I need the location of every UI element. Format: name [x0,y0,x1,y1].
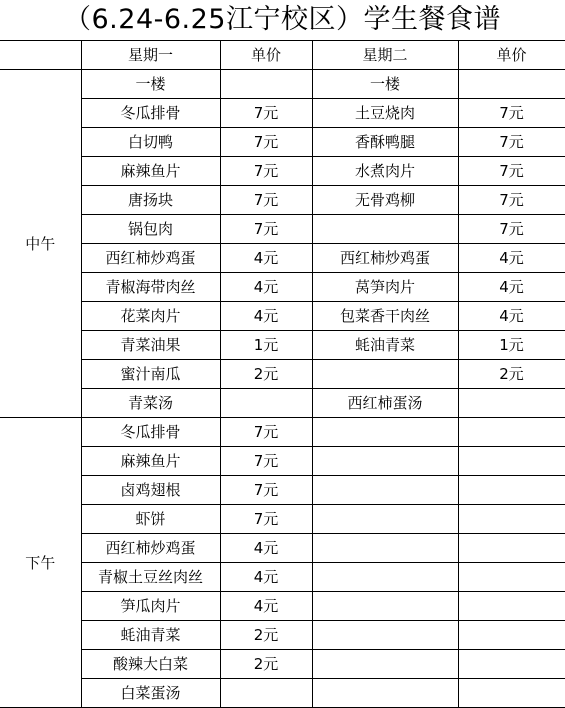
day2-price-cell: 2元 [458,360,565,389]
day2-price-cell [458,389,565,418]
day2-price-cell [458,476,565,505]
day2-dish-cell: 包菜香干肉丝 [312,302,458,331]
afternoon-row [0,621,565,650]
day1-price-cell: 2元 [220,621,312,650]
lunch-row [0,302,565,331]
day1-price-cell: 4元 [220,534,312,563]
day2-price-cell: 7元 [458,99,565,128]
day2-price-cell [458,447,565,476]
day2-price-cell: 7元 [458,215,565,244]
day1-price-cell: 7元 [220,447,312,476]
day1-price-cell: 7元 [220,418,312,447]
day2-dish-cell [312,360,458,389]
day1-dish-cell: 唐扬块 [81,186,220,215]
menu-body [0,41,565,708]
header-price2: 单价 [458,41,565,70]
day2-dish-cell: 蚝油青菜 [312,331,458,360]
day2-price-cell: 7元 [458,157,565,186]
afternoon-row [0,418,565,447]
day1-dish-cell: 冬瓜排骨 [81,99,220,128]
day1-price-cell [220,70,312,99]
day1-dish-cell: 蚝油青菜 [81,621,220,650]
day2-price-cell [458,563,565,592]
afternoon-row [0,592,565,621]
header-day1: 星期一 [81,41,220,70]
day1-price-cell: 4元 [220,592,312,621]
day1-dish-cell: 一楼 [81,70,220,99]
header-corner [0,41,81,70]
afternoon-row [0,650,565,679]
day1-price-cell: 2元 [220,360,312,389]
day2-dish-cell [312,563,458,592]
day1-dish-cell: 麻辣鱼片 [81,447,220,476]
day1-dish-cell: 白菜蛋汤 [81,679,220,708]
lunch-row [0,360,565,389]
day2-price-cell [458,679,565,708]
day2-price-cell: 4元 [458,244,565,273]
afternoon-period-label: 下午 [0,418,81,708]
day2-dish-cell: 土豆烧肉 [312,99,458,128]
lunch-row [0,331,565,360]
page-title: （6.24-6.25江宁校区）学生餐食谱 [64,4,501,35]
lunch-row [0,389,565,418]
day2-dish-cell: 水煮肉片 [312,157,458,186]
day1-price-cell [220,389,312,418]
lunch-row [0,215,565,244]
lunch-row [0,128,565,157]
day2-dish-cell [312,621,458,650]
lunch-row [0,70,565,99]
day1-dish-cell: 麻辣鱼片 [81,157,220,186]
day1-dish-cell: 西红柿炒鸡蛋 [81,244,220,273]
day2-dish-cell [312,534,458,563]
day1-price-cell: 4元 [220,244,312,273]
day1-dish-cell: 蜜汁南瓜 [81,360,220,389]
day2-price-cell [458,70,565,99]
day1-price-cell: 7元 [220,505,312,534]
lunch-period-label: 中午 [0,70,81,418]
day2-dish-cell [312,476,458,505]
day1-price-cell: 7元 [220,476,312,505]
day1-dish-cell: 冬瓜排骨 [81,418,220,447]
day1-dish-cell: 青菜油果 [81,331,220,360]
lunch-row [0,186,565,215]
day1-price-cell: 7元 [220,128,312,157]
day1-price-cell: 4元 [220,563,312,592]
day2-dish-cell [312,418,458,447]
day2-dish-cell: 香酥鸭腿 [312,128,458,157]
day1-price-cell: 7元 [220,215,312,244]
afternoon-row [0,476,565,505]
day2-price-cell [458,418,565,447]
day1-dish-cell: 花菜肉片 [81,302,220,331]
day2-dish-cell: 西红柿蛋汤 [312,389,458,418]
afternoon-row [0,534,565,563]
afternoon-row [0,447,565,476]
day1-dish-cell: 酸辣大白菜 [81,650,220,679]
day1-dish-cell: 青椒土豆丝肉丝 [81,563,220,592]
day1-dish-cell: 卤鸡翅根 [81,476,220,505]
day2-dish-cell [312,592,458,621]
day2-dish-cell: 莴笋肉片 [312,273,458,302]
day1-dish-cell: 虾饼 [81,505,220,534]
lunch-row [0,244,565,273]
header-day2: 星期二 [312,41,458,70]
day2-price-cell: 7元 [458,128,565,157]
lunch-row [0,99,565,128]
day2-price-cell: 4元 [458,273,565,302]
day1-dish-cell: 西红柿炒鸡蛋 [81,534,220,563]
day2-dish-cell [312,505,458,534]
day1-price-cell: 4元 [220,302,312,331]
day1-price-cell: 4元 [220,273,312,302]
day2-dish-cell [312,650,458,679]
day1-dish-cell: 青菜汤 [81,389,220,418]
day2-dish-cell: 一楼 [312,70,458,99]
afternoon-row [0,679,565,708]
day1-dish-cell: 笋瓜肉片 [81,592,220,621]
afternoon-row [0,505,565,534]
day2-dish-cell: 西红柿炒鸡蛋 [312,244,458,273]
day1-price-cell: 7元 [220,157,312,186]
day1-dish-cell: 白切鸭 [81,128,220,157]
day2-dish-cell [312,447,458,476]
day1-price-cell [220,679,312,708]
day2-price-cell [458,592,565,621]
day2-dish-cell [312,679,458,708]
day2-dish-cell [312,215,458,244]
menu-table [0,40,565,708]
day2-price-cell: 4元 [458,302,565,331]
day1-dish-cell: 锅包肉 [81,215,220,244]
day2-price-cell [458,650,565,679]
lunch-row [0,157,565,186]
lunch-row [0,273,565,302]
header-price1: 单价 [220,41,312,70]
day2-price-cell: 1元 [458,331,565,360]
day1-price-cell: 2元 [220,650,312,679]
day2-price-cell [458,505,565,534]
day2-price-cell [458,621,565,650]
day1-price-cell: 1元 [220,331,312,360]
day1-price-cell: 7元 [220,99,312,128]
afternoon-row [0,563,565,592]
day1-price-cell: 7元 [220,186,312,215]
day2-price-cell [458,534,565,563]
header-row [0,41,565,70]
day2-dish-cell: 无骨鸡柳 [312,186,458,215]
day2-price-cell: 7元 [458,186,565,215]
day1-dish-cell: 青椒海带肉丝 [81,273,220,302]
